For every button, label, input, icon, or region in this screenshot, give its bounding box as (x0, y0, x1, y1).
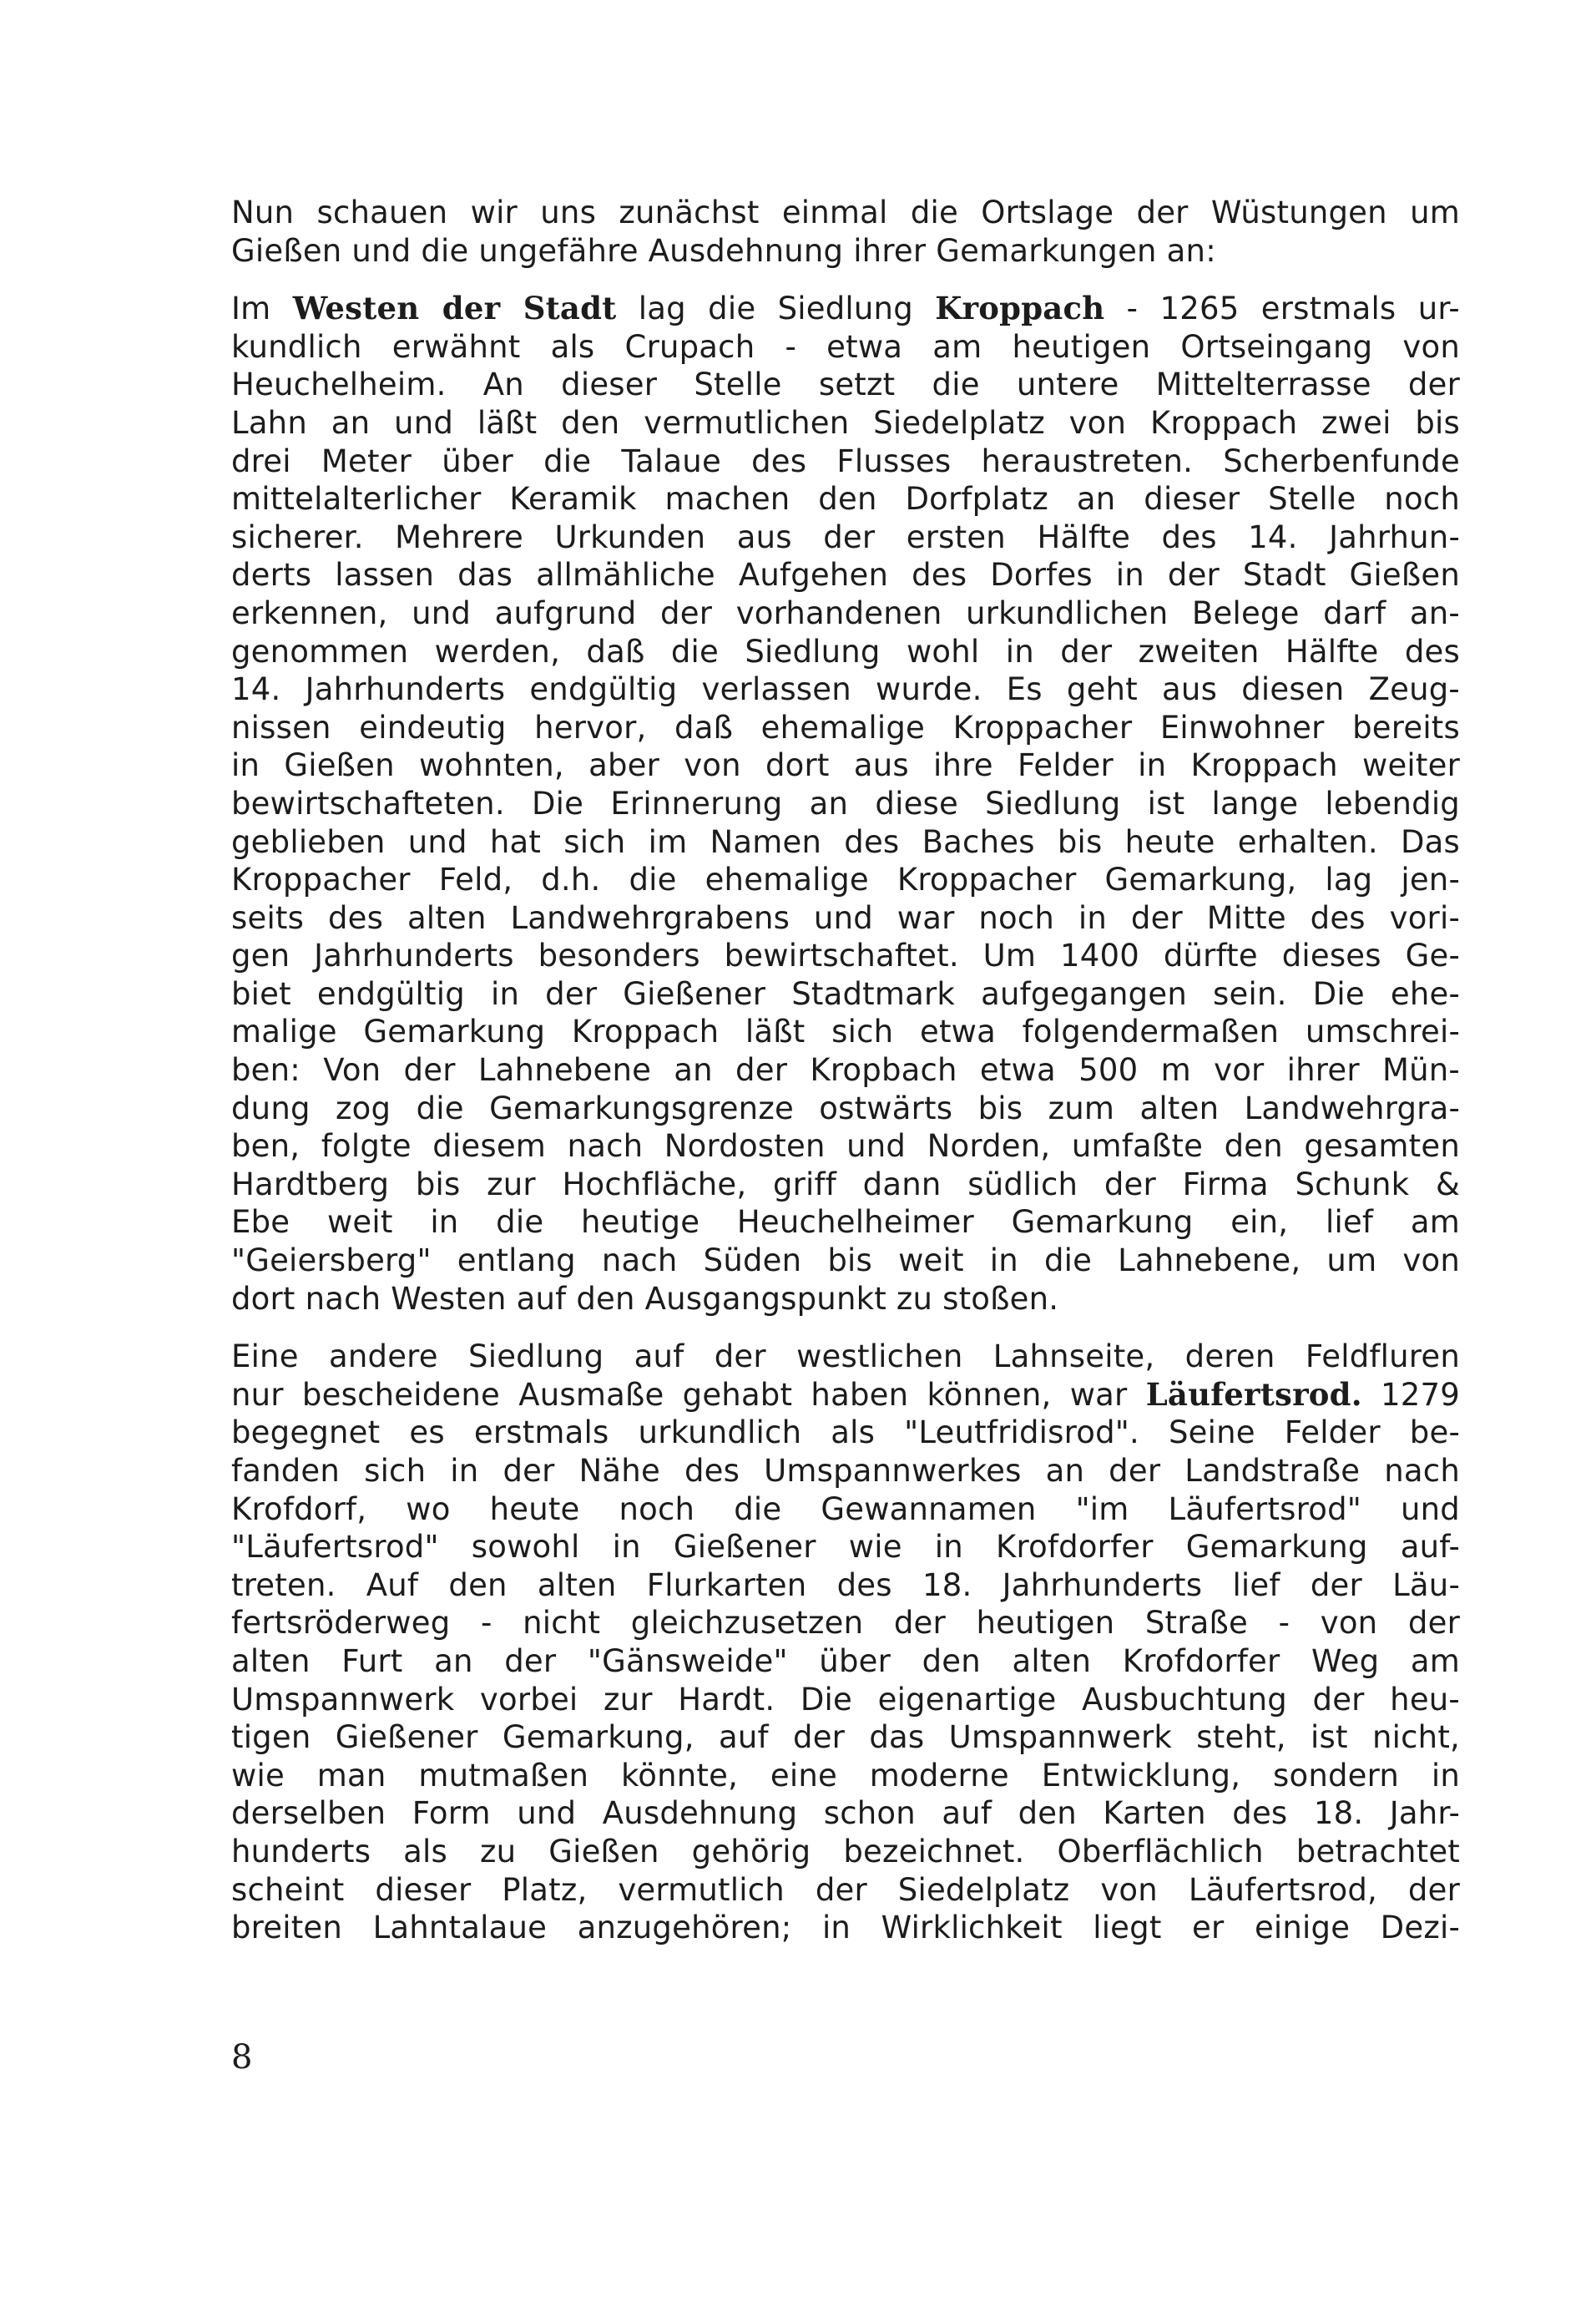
text-line: gen Jahrhunderts besonders bewirtschaftet. Um 1400 dürfte dieses Ge- (231, 938, 1460, 974)
text-line: geblieben und hat sich im Namen des Baches bis heute erhalten. Das (231, 823, 1460, 860)
text-line: scheint dieser Platz, vermutlich der Siedelplatz von Läufertsrod, der (231, 1871, 1460, 1908)
text-line: derselben Form und Ausdehnung schon auf den Karten des 18. Jahr- (231, 1795, 1460, 1832)
paragraph-laeufertsrod (231, 1338, 1460, 1947)
text-body (231, 194, 1460, 1947)
paragraph-kroppach (231, 290, 1460, 1318)
text-line: mittelalterlicher Keramik machen den Dorfplatz an dieser Stelle noch (231, 481, 1460, 518)
text-line (231, 1376, 1460, 1414)
text-line: Lahn an und läßt den vermutlichen Siedelplatz von Kroppach zwei bis (231, 404, 1460, 441)
text-line: seits des alten Landwehrgrabens und war noch in der Mitte des vori- (231, 899, 1460, 936)
text-run: nur bescheidene Ausmaße gehabt haben können, war (231, 1376, 1146, 1413)
text-line: nissen eindeutig hervor, daß ehemalige Kroppacher Einwohner bereits (231, 709, 1460, 746)
page-number: 8 (231, 2038, 253, 2077)
text-line: breiten Lahntalaue anzugehören; in Wirklichkeit liegt er einige Dezi- (231, 1910, 1460, 1946)
text-line: begegnet es erstmals urkundlich als "Leutfridisrod". Seine Felder be- (231, 1414, 1460, 1451)
text-line: Eine andere Siedlung auf der westlichen Lahnseite, deren Feldfluren (231, 1338, 1460, 1375)
text-line: Ebe weit in die heutige Heuchelheimer Gemarkung ein, lief am (231, 1204, 1460, 1241)
text-line: alten Furt an der "Gänsweide" über den alten Krofdorfer Weg am (231, 1642, 1460, 1679)
text-line: ben: Von der Lahnebene an der Kropbach etwa 500 m vor ihrer Mün- (231, 1052, 1460, 1089)
bold-term-laeufertsrod: Läufertsrod. (1145, 1375, 1362, 1413)
text-line: 14. Jahrhunderts endgültig verlassen wurde. Es geht aus diesen Zeug- (231, 671, 1460, 708)
text-line: malige Gemarkung Kroppach läßt sich etwa folgendermaßen umschrei- (231, 1014, 1460, 1050)
text-line: Heuchelheim. An dieser Stelle setzt die untere Mittelterrasse der (231, 367, 1460, 403)
text-run: 1279 (1361, 1376, 1460, 1413)
text-line: sicherer. Mehrere Urkunden aus der ersten Hälfte des 14. Jahrhun- (231, 519, 1460, 555)
text-line: erkennen, und aufgrund der vorhandenen urkundlichen Belege darf an- (231, 594, 1460, 631)
text-line: Hardtberg bis zur Hochfläche, griff dann südlich der Firma Schunk & (231, 1166, 1460, 1202)
text-line: Umspannwerk vorbei zur Hardt. Die eigenartige Ausbuchtung der heu- (231, 1681, 1460, 1718)
text-line: Krofdorf, wo heute noch die Gewannamen "im Läufertsrod" und (231, 1490, 1460, 1527)
text-line: ben, folgte diesem nach Nordosten und Norden, umfaßte den gesamten (231, 1128, 1460, 1165)
text-line: "Läufertsrod" sowohl in Gießener wie in Krofdorfer Gemarkung auf- (231, 1529, 1460, 1566)
paragraph-intro (231, 194, 1460, 270)
bold-term-westen-der-stadt: Westen der Stadt (292, 290, 617, 327)
text-line: genommen werden, daß die Siedlung wohl in der zweiten Hälfte des (231, 633, 1460, 670)
text-line: kundlich erwähnt als Crupach - etwa am heutigen Ortseingang von (231, 328, 1460, 365)
text-run: lag die Siedlung (616, 291, 936, 327)
text-line: fertsröderweg - nicht gleichzusetzen der heutigen Straße - von der (231, 1605, 1460, 1642)
text-line: in Gießen wohnten, aber von dort aus ihre Felder in Kroppach weiter (231, 747, 1460, 784)
text-line: fanden sich in der Nähe des Umspannwerkes an der Landstraße nach (231, 1453, 1460, 1489)
text-line: biet endgültig in der Gießener Stadtmark aufgegangen sein. Die ehe- (231, 975, 1460, 1012)
text-run: - 1265 erstmals ur- (1104, 291, 1460, 327)
text-line: wie man mutmaßen könnte, eine moderne Entwicklung, sondern in (231, 1757, 1460, 1794)
text-line (231, 290, 1460, 328)
text-line: dung zog die Gemarkungsgrenze ostwärts bis zum alten Landwehrgra- (231, 1090, 1460, 1126)
text-run: Im (231, 291, 293, 327)
text-line: tigen Gießener Gemarkung, auf der das Umspannwerk steht, ist nicht, (231, 1719, 1460, 1756)
text-line: Kroppacher Feld, d.h. die ehemalige Kroppacher Gemarkung, lag jen- (231, 862, 1460, 898)
text-line: Nun schauen wir uns zunächst einmal die Ortslage der Wüstungen um (231, 195, 1460, 230)
text-line: derts lassen das allmähliche Aufgehen des Dorfes in der Stadt Gießen (231, 557, 1460, 594)
text-line: drei Meter über die Talaue des Flusses heraustreten. Scherbenfunde (231, 443, 1460, 479)
bold-term-kroppach: Kroppach (935, 290, 1105, 327)
text-line: hunderts als zu Gießen gehörig bezeichnet. Oberflächlich betrachtet (231, 1833, 1460, 1869)
text-line: Gießen und die ungefähre Ausdehnung ihrer Gemarkungen an: (231, 232, 1216, 269)
text-line: bewirtschafteten. Die Erinnerung an diese Siedlung ist lange lebendig (231, 785, 1460, 822)
text-line: dort nach Westen auf den Ausgangspunkt zu stoßen. (231, 1280, 1059, 1317)
text-line: "Geiersberg" entlang nach Süden bis weit in die Lahnebene, um von (231, 1242, 1460, 1279)
text-line: treten. Auf den alten Flurkarten des 18. Jahrhunderts lief der Läu- (231, 1566, 1460, 1603)
